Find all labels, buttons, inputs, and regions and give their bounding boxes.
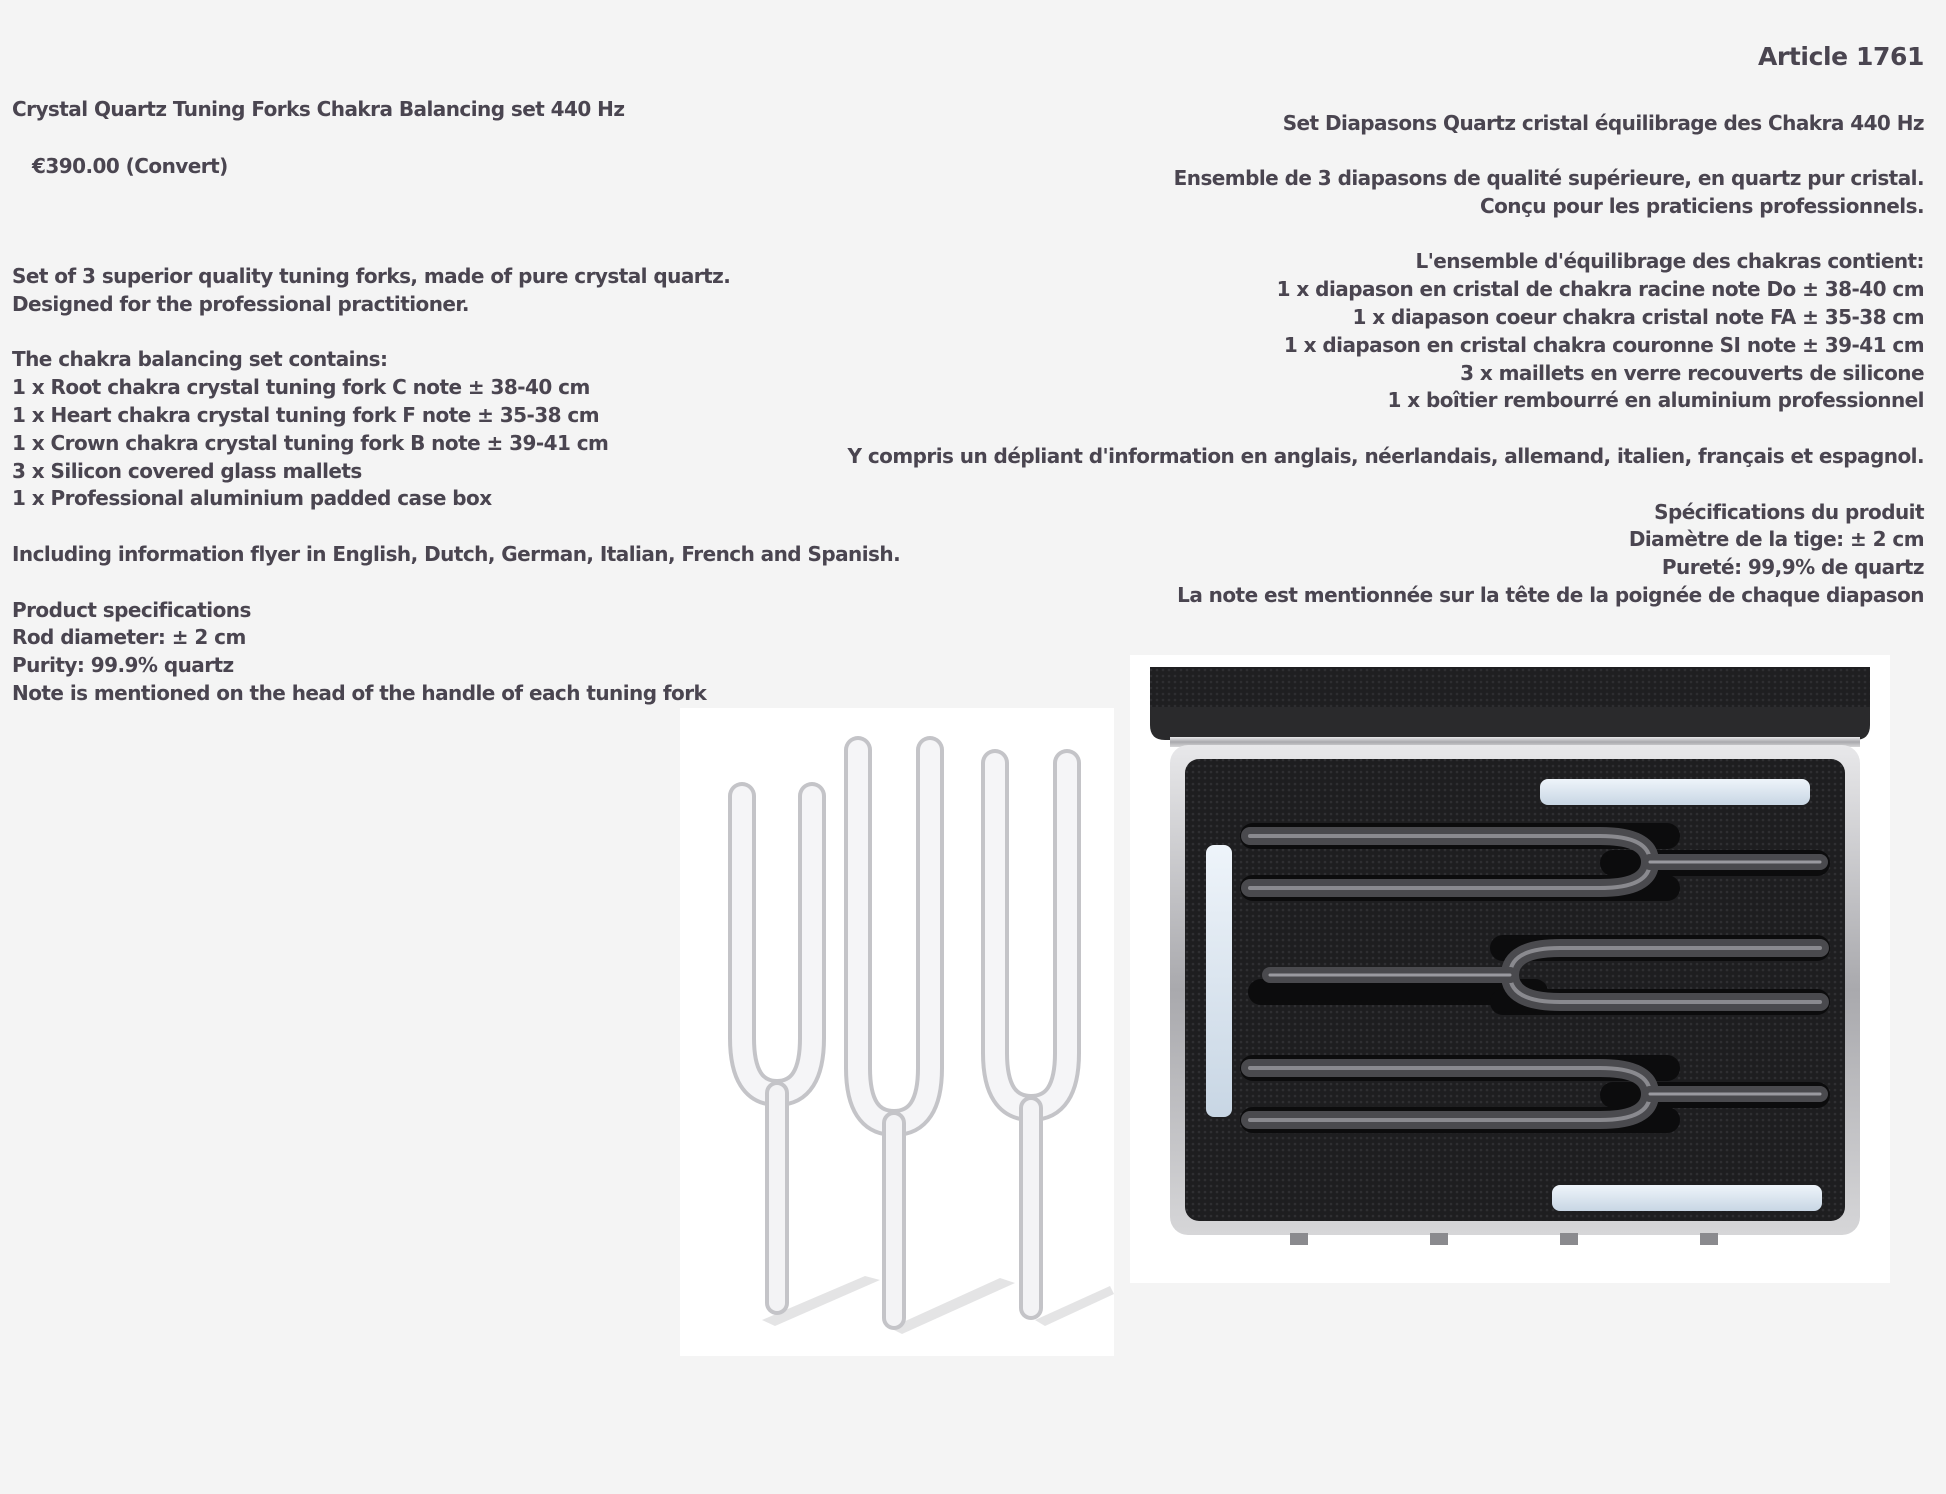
case-box-photo [1130, 655, 1890, 1283]
description-line [12, 319, 900, 347]
description-line: Including information flyer in English, Dutch, German, Italian, French and Spanish. [12, 541, 901, 566]
description-line: 1 x diapason en cristal de chakra racine note Do ± 38-40 cm [1276, 277, 1924, 302]
description-line: Pureté: 99,9% de quartz [1661, 555, 1924, 580]
description-line: 1 x Professional aluminium padded case box [12, 486, 492, 511]
description-line: 1 x Crown chakra crystal tuning fork B note ± 39-41 cm [12, 430, 609, 455]
description-line: The chakra balancing set contains: [12, 347, 388, 372]
description-line: 3 x maillets en verre recouverts de silicone [1460, 360, 1924, 385]
product-title-french: Set Diapasons Quartz cristal équilibrage des Chakra 440 Hz [1282, 111, 1924, 135]
description-line: Diamètre de la tige: ± 2 cm [1628, 527, 1924, 552]
product-title-english: Crystal Quartz Tuning Forks Chakra Balancing set 440 Hz [12, 97, 625, 121]
description-line [847, 415, 1924, 443]
description-line: 1 x boîtier rembourré en aluminium professionnel [1387, 388, 1924, 413]
description-line: Ensemble de 3 diapasons de qualité supérieure, en quartz pur cristal. [1173, 166, 1924, 190]
description-line: 1 x diapason coeur chakra cristal note FA ± 35-38 cm [1352, 304, 1924, 329]
description-line: Designed for the professional practitioner. [12, 291, 469, 316]
description-line: Set of 3 superior quality tuning forks, made of pure crystal quartz. [12, 264, 731, 288]
description-line [847, 471, 1924, 499]
description-english [12, 263, 900, 708]
description-line: 1 x diapason en cristal chakra couronne SI note ± 39-41 cm [1283, 332, 1924, 357]
description-line: Spécifications du produit [1654, 499, 1924, 524]
description-line: Rod diameter: ± 2 cm [12, 625, 246, 650]
description-line: Purity: 99.9% quartz [12, 653, 234, 678]
description-line [847, 221, 1924, 249]
description-line: 1 x Heart chakra crystal tuning fork F note ± 35-38 cm [12, 402, 599, 427]
description-line [12, 569, 900, 597]
price-convert-link[interactable]: €390.00 (Convert) [32, 154, 228, 178]
article-number: Article 1761 [1757, 42, 1924, 71]
description-line: La note est mentionnée sur la tête de la poignée de chaque diapason [1177, 582, 1924, 607]
description-line: Product specifications [12, 597, 251, 622]
description-line: Conçu pour les praticiens professionnels. [1479, 193, 1924, 218]
description-line: 3 x Silicon covered glass mallets [12, 458, 362, 483]
description-french [847, 165, 1924, 610]
description-line: L'ensemble d'équilibrage des chakras contient: [1415, 249, 1924, 274]
description-line: Note is mentioned on the head of the handle of each tuning fork [12, 680, 707, 705]
description-line: 1 x Root chakra crystal tuning fork C note ± 38-40 cm [12, 375, 590, 400]
description-line: Y compris un dépliant d'information en anglais, néerlandais, allemand, italien, français et espagnol. [847, 443, 1924, 468]
description-line [12, 513, 900, 541]
tuning-forks-photo [680, 708, 1114, 1356]
